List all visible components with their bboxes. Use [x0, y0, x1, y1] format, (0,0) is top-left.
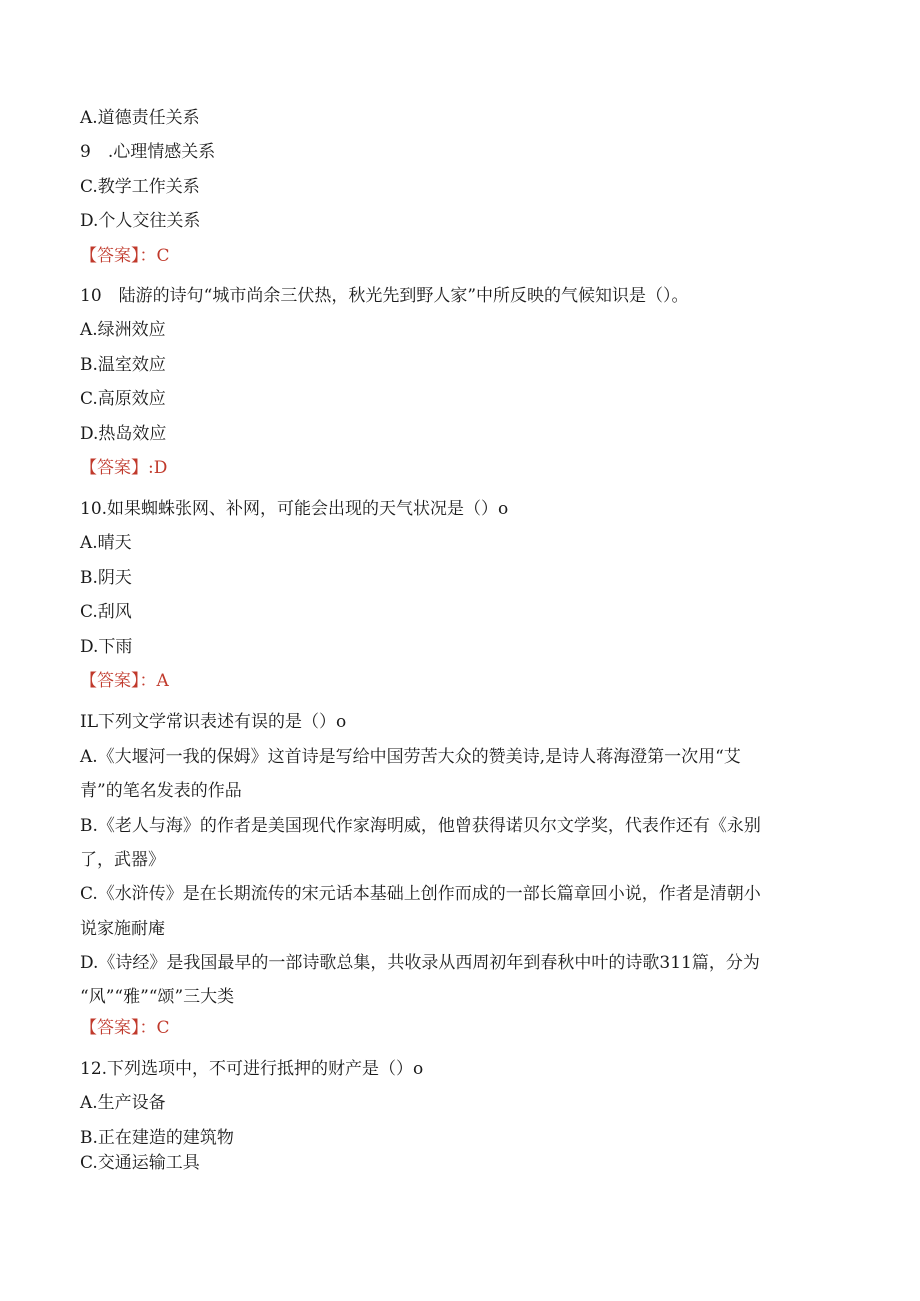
- q11-option-b-line2: 了，武器》: [80, 850, 165, 870]
- q10b-option-a: A.晴天: [80, 533, 132, 553]
- q9-option-a: A.道德责任关系: [80, 108, 200, 128]
- q9-option-b: 9 .心理情感关系: [80, 142, 216, 162]
- q12-option-b: B.正在建造的建筑物: [80, 1128, 234, 1148]
- q11-option-c-line1: C.《水浒传》是在长期流传的宋元话本基础上创作而成的一部长篇章回小说，作者是清朝小: [80, 884, 761, 904]
- q10a-stem: 10 陆游的诗句“城市尚余三伏热，秋光先到野人家”中所反映的气候知识是（）。: [80, 286, 689, 306]
- q11-option-b-line1: B.《老人与海》的作者是美国现代作家海明威，他曾获得诺贝尔文学奖，代表作还有《永别: [80, 816, 761, 836]
- q10a-option-b: B.温室效应: [80, 355, 166, 375]
- q9-option-d: D.个人交往关系: [80, 211, 201, 231]
- q9-answer: 【答案】：C: [80, 246, 170, 266]
- q11-option-d-line2: “风”“雅”“颂”三大类: [80, 987, 235, 1007]
- q10a-option-a: A.绿洲效应: [80, 320, 166, 340]
- q10b-answer: 【答案】：A: [80, 671, 169, 691]
- q10a-answer: 【答案】:D: [80, 458, 168, 478]
- q10b-option-c: C.刮风: [80, 602, 132, 622]
- q12-option-a: A.生产设备: [80, 1093, 166, 1113]
- q9-option-c: C.教学工作关系: [80, 177, 200, 197]
- q11-stem: IL下列文学常识表述有误的是（）o: [80, 712, 347, 732]
- q12-stem: 12.下列选项中，不可进行抵押的财产是（）o: [80, 1059, 424, 1079]
- q10b-option-d: D.下雨: [80, 637, 133, 657]
- q11-answer: 【答案】：C: [80, 1018, 170, 1038]
- q11-option-c-line2: 说家施耐庵: [80, 919, 165, 939]
- q10b-option-b: B.阴天: [80, 568, 132, 588]
- q10b-stem: 10.如果蜘蛛张网、补网，可能会出现的天气状况是（）o: [80, 499, 509, 519]
- q12-option-c: C.交通运输工具: [80, 1153, 200, 1173]
- q11-option-a-line2: 青”的笔名发表的作品: [80, 781, 242, 801]
- q10a-option-c: C.高原效应: [80, 389, 166, 409]
- q10a-option-d: D.热岛效应: [80, 424, 167, 444]
- q11-option-d-line1: D.《诗经》是我国最早的一部诗歌总集，共收录从西周初年到春秋中叶的诗歌311篇，分为: [80, 953, 760, 973]
- q11-option-a-line1: A.《大堰河一我的保姆》这首诗是写给中国劳苦大众的赞美诗,是诗人蒋海澄第一次用“艾: [80, 747, 741, 767]
